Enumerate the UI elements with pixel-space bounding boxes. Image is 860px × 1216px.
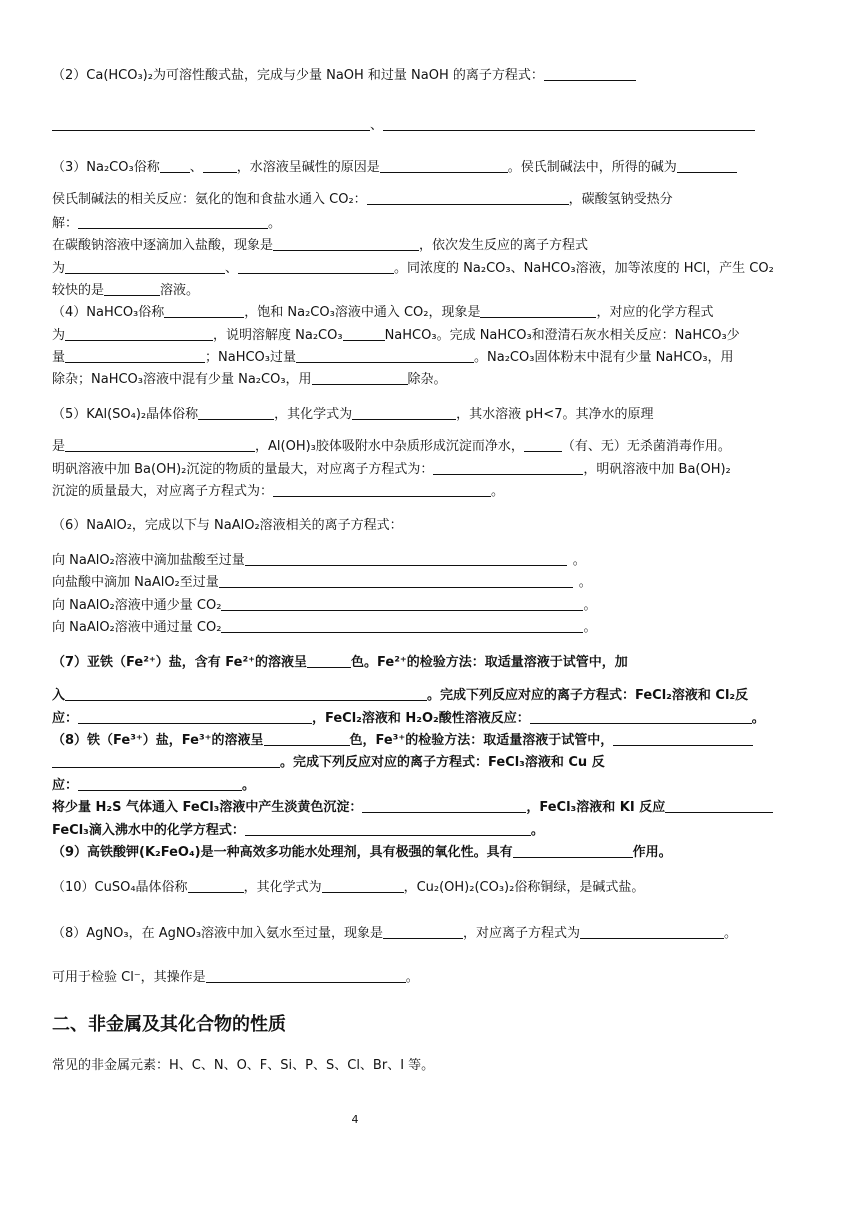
question-6-item: 向 NaAlO₂溶液中通少量 CO₂ 。: [52, 598, 597, 613]
question-3-line-6: 较快的是 溶液。: [52, 283, 200, 298]
answer-blank[interactable]: [480, 303, 596, 318]
answer-blank[interactable]: [203, 158, 237, 173]
question-5-line-1: （5）KAl(SO₄)₂晶体俗称 ，其化学式为 ，其水溶液 pH<7。其净水的原理: [52, 407, 654, 422]
question-3-line-5: 为 、 。同浓度的 Na₂CO₃、NaHCO₃溶液，加等浓度的 HCl，产生 CO₂: [52, 261, 774, 276]
question-agno3: （8）AgNO₃，在 AgNO₃溶液中加入氨水至过量，现象是 ，对应离子方程式为 。: [52, 926, 738, 941]
question-8-line-1: （8）铁（Fe³⁺）盐，Fe³⁺的溶液呈 色，Fe³⁺的检验方法：取适量溶液于试管中，: [52, 731, 810, 750]
question-8-line-2: 。完成下列反应对应的离子方程式：FeCl₃溶液和 Cu 反: [52, 753, 810, 772]
answer-blank[interactable]: [78, 776, 242, 791]
answer-blank[interactable]: [245, 551, 567, 566]
question-10: （10）CuSO₄晶体俗称 ，其化学式为 ，Cu₂(OH)₂(CO₃)₂俗称铜绿，是碱式盐。: [52, 880, 645, 895]
answer-blank[interactable]: [322, 878, 404, 893]
answer-blank[interactable]: [219, 573, 573, 588]
question-6-item: 向 NaAlO₂溶液中滴加盐酸至过量 。: [52, 553, 586, 568]
question-4-line-1: （4）NaHCO₃俗称 ，饱和 Na₂CO₃溶液中通入 CO₂，现象是 ，对应的化学方程式: [52, 305, 714, 320]
question-8-line-3: 应： 。: [52, 778, 256, 793]
answer-blank[interactable]: [580, 924, 724, 939]
question-8-line-5: FeCl₃滴入沸水中的化学方程式： 。: [52, 823, 544, 838]
answer-blank[interactable]: [273, 236, 419, 251]
question-agno3-line-2: 可用于检验 Cl⁻，其操作是 。: [52, 970, 419, 985]
answer-blank[interactable]: [665, 798, 773, 813]
answer-blank[interactable]: [65, 348, 205, 363]
answer-blank[interactable]: [352, 405, 456, 420]
question-7-line-3: 应： ，FeCl₂溶液和 H₂O₂酸性溶液反应： 。: [52, 711, 765, 726]
answer-blank[interactable]: [65, 437, 255, 452]
answer-blank[interactable]: [104, 281, 160, 296]
question-4-line-2: 为 ，说明溶解度 Na₂CO₃ NaHCO₃。完成 NaHCO₃和澄清石灰水相关反应：NaHCO₃少: [52, 328, 740, 343]
answer-blank[interactable]: [367, 190, 569, 205]
question-4-line-4: 除杂；NaHCO₃溶液中混有少量 Na₂CO₃，用 除杂。: [52, 372, 447, 387]
question-5-line-4: 沉淀的质量最大，对应离子方程式为： 。: [52, 484, 505, 499]
question-6-item: 向 NaAlO₂溶液中通过量 CO₂ 。: [52, 620, 597, 635]
question-8-line-4: 将少量 H₂S 气体通入 FeCl₃溶液中产生淡黄色沉淀： ，FeCl₃溶液和 KI 反应: [52, 798, 810, 817]
answer-blank[interactable]: [312, 370, 408, 385]
answer-blank[interactable]: [380, 158, 508, 173]
answer-blank[interactable]: [164, 303, 244, 318]
answer-blank[interactable]: [78, 214, 268, 229]
answer-blank[interactable]: [677, 158, 737, 173]
question-7-line-1: （7）亚铁（Fe²⁺）盐，含有 Fe²⁺的溶液呈 色。Fe²⁺的检验方法：取适量溶液于试管中，加: [52, 655, 628, 670]
question-3-line-2: 侯氏制碱法的相关反应：氨化的饱和食盐水通入 CO₂： ，碳酸氢钠受热分: [52, 192, 673, 207]
answer-blank[interactable]: [513, 843, 633, 858]
page-number: 4: [351, 1113, 359, 1126]
answer-blank[interactable]: [160, 158, 190, 173]
answer-blank[interactable]: [273, 482, 491, 497]
answer-blank[interactable]: [206, 968, 406, 983]
answer-blank[interactable]: [613, 731, 753, 746]
answer-blank[interactable]: [65, 259, 225, 274]
section-intro: 常见的非金属元素：H、C、N、O、F、Si、P、S、Cl、Br、I 等。: [52, 1058, 435, 1073]
question-3-line-4: 在碳酸钠溶液中逐滴加入盐酸，现象是 ，依次发生反应的离子方程式: [52, 238, 589, 253]
answer-blank[interactable]: [296, 348, 474, 363]
answer-blank[interactable]: [188, 878, 244, 893]
answer-blank[interactable]: [343, 326, 385, 341]
question-2-answers: 、: [52, 116, 810, 135]
answer-blank[interactable]: [383, 924, 463, 939]
answer-blank[interactable]: [52, 753, 280, 768]
question-5-line-2: 是 ，Al(OH)₃胶体吸附水中杂质形成沉淀而净水， （有、无）无杀菌消毒作用。: [52, 439, 731, 454]
answer-blank[interactable]: [362, 798, 526, 813]
answer-blank[interactable]: [544, 66, 636, 81]
question-2-text: （2）Ca(HCO₃)₂为可溶性酸式盐，完成与少量 NaOH 和过量 NaOH 的离子方程式：: [52, 68, 544, 83]
answer-blank[interactable]: [221, 596, 583, 611]
answer-blank[interactable]: [198, 405, 274, 420]
answer-blank[interactable]: [307, 653, 351, 668]
question-3-line-1: （3）Na₂CO₃俗称 、 ，水溶液呈碱性的原因是 。侯氏制碱法中，所得的碱为: [52, 158, 810, 177]
question-6-item: 向盐酸中滴加 NaAlO₂至过量 。: [52, 575, 592, 590]
question-2: [52, 66, 810, 85]
answer-blank[interactable]: [78, 709, 312, 724]
question-9: （9）高铁酸钾(K₂FeO₄)是一种高效多功能水处理剂，具有极强的氧化性。具有 作用。: [52, 845, 672, 860]
answer-blank[interactable]: [245, 821, 531, 836]
answer-blank[interactable]: [238, 259, 394, 274]
answer-blank[interactable]: [65, 686, 427, 701]
answer-blank[interactable]: [221, 618, 583, 633]
answer-blank[interactable]: [264, 731, 350, 746]
section-heading: 二、非金属及其化合物的性质: [52, 1014, 286, 1035]
question-5-line-3: 明矾溶液中加 Ba(OH)₂沉淀的物质的量最大，对应离子方程式为： ，明矾溶液中加 Ba(OH)₂: [52, 462, 731, 477]
answer-blank[interactable]: [433, 460, 583, 475]
question-7-line-2: 入 。完成下列反应对应的离子方程式：FeCl₂溶液和 Cl₂反: [52, 688, 749, 703]
answer-blank[interactable]: [52, 116, 370, 131]
answer-blank[interactable]: [65, 326, 213, 341]
question-4-line-3: 量 ；NaHCO₃过量 。Na₂CO₃固体粉末中混有少量 NaHCO₃，用: [52, 350, 734, 365]
answer-blank[interactable]: [524, 437, 562, 452]
answer-blank[interactable]: [530, 709, 752, 724]
answer-blank[interactable]: [383, 116, 755, 131]
question-3-line-3: 解： 。: [52, 216, 282, 231]
question-6-title: （6）NaAlO₂，完成以下与 NaAlO₂溶液相关的离子方程式：: [52, 518, 403, 533]
